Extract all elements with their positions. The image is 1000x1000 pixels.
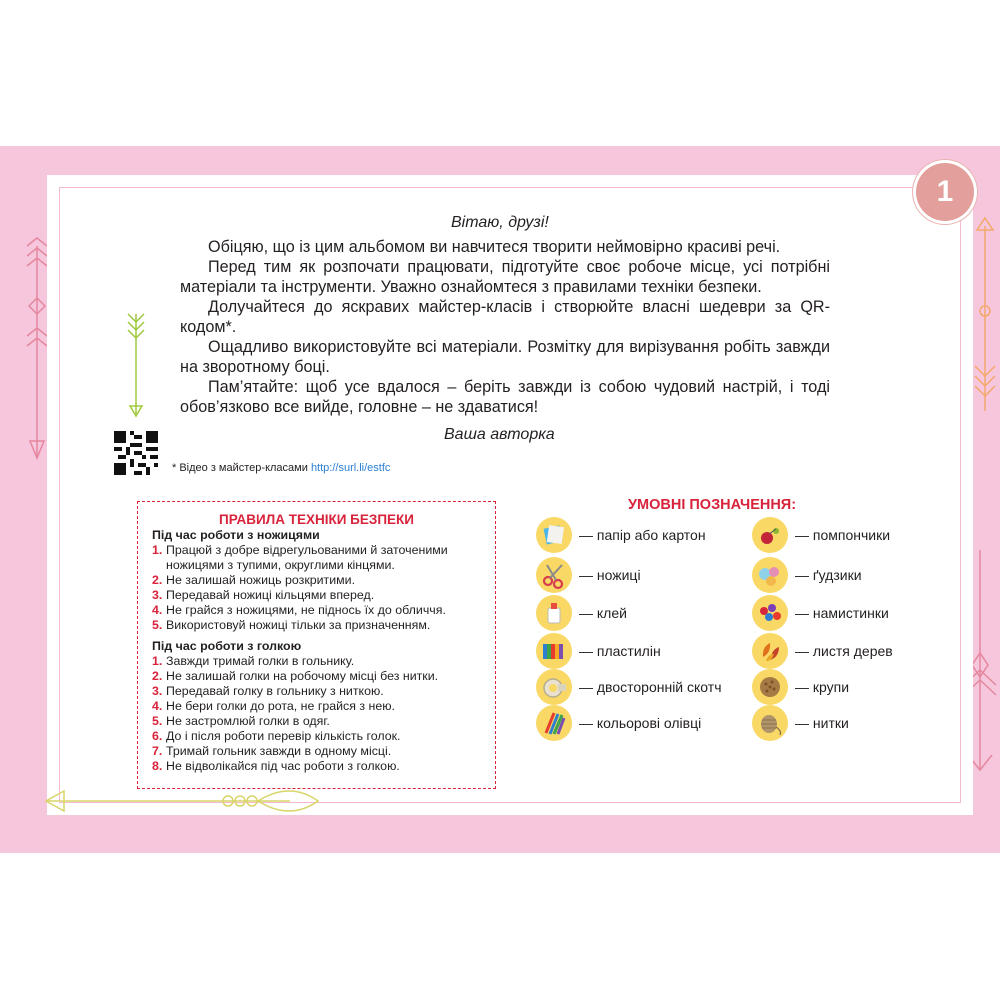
video-note-text: * Відео з майстер-класами xyxy=(172,462,308,474)
safety-rules-title: ПРАВИЛА ТЕХНІКИ БЕЗПЕКИ xyxy=(219,512,414,527)
right-arrow-decoration-top xyxy=(970,216,1000,416)
list-item: 4. Не грайся з ножицями, не піднось їх до обличчя. xyxy=(152,603,446,617)
legend-item: — пластилін xyxy=(536,633,661,669)
tape-icon xyxy=(536,669,572,705)
video-note xyxy=(172,462,390,474)
list-item: 4. Не бери голки до рота, не грайся з нею. xyxy=(152,699,395,713)
greeting: Вітаю, друзі! xyxy=(451,214,549,231)
list-item: 7. Тримай гольник завжди в одному місці. xyxy=(152,744,392,758)
list-item: 3. Передавай ножиці кільцями вперед. xyxy=(152,588,375,602)
pompom-icon xyxy=(752,517,788,553)
intro-text xyxy=(180,237,830,417)
legend-item: — ґудзики xyxy=(752,557,862,593)
legend-item: — кольорові олівці xyxy=(536,705,701,741)
beads-icon xyxy=(752,595,788,631)
needle-rules-list xyxy=(152,654,497,774)
bottom-arrow-decoration xyxy=(40,785,320,819)
video-link[interactable]: http://surl.li/estfc xyxy=(310,462,391,474)
signature: Ваша авторка xyxy=(444,426,555,443)
glue-icon xyxy=(536,595,572,631)
legend-item: — клей xyxy=(536,595,627,631)
intro-paragraph: Обіцяю, що із цим альбомом ви навчитеся творити неймовірно красиві речі. xyxy=(208,238,781,256)
legend-item: — двосторонній скотч xyxy=(536,669,722,705)
thread-icon xyxy=(752,705,788,741)
legend-item: — листя дерев xyxy=(752,633,893,669)
scissors-icon xyxy=(536,557,572,593)
list-item: 1. Працюй з добре відрегульованими й заточеними ножицями з тупими, округлими кінцями. xyxy=(152,543,448,572)
list-item: 2. Не залишай ножиць розкритими. xyxy=(152,573,356,587)
legend-item: — нитки xyxy=(752,705,849,741)
list-item: 8. Не відволікайся під час роботи з голкою. xyxy=(152,759,400,773)
buttons-icon xyxy=(752,557,788,593)
scissors-rules-list xyxy=(152,543,497,633)
safety-rules-box xyxy=(137,501,496,789)
intro-paragraph: Ощадливо використовуйте всі матеріали. Розмітку для вирізування робіть завжди на зворотному боці. xyxy=(180,338,830,376)
list-item: 6. До і після роботи перевір кількість голок. xyxy=(152,729,401,743)
list-item: 3. Передавай голку в гольнику з ниткою. xyxy=(152,684,384,698)
list-item: 1. Завжди тримай голки в гольнику. xyxy=(152,654,355,668)
list-item: 2. Не залишай голки на робочому місці без нитки. xyxy=(152,669,439,683)
intro-paragraph: Перед тим як розпочати працювати, підготуйте своє робоче місце, усі потрібні матеріали та інструменти. Уважно ознайомтеся з правилами техніки безпеки. xyxy=(180,258,830,296)
pencils-icon xyxy=(536,705,572,741)
legend-item: — намистинки xyxy=(752,595,889,631)
list-item: 5. Використовуй ножиці тільки за призначенням. xyxy=(152,618,431,632)
page-number-badge: 1 xyxy=(916,163,974,221)
plasticine-icon xyxy=(536,633,572,669)
legend-item: — помпончики xyxy=(752,517,890,553)
paper-icon xyxy=(536,517,572,553)
qr-code[interactable] xyxy=(114,431,158,475)
legend-title: УМОВНІ ПОЗНАЧЕННЯ: xyxy=(628,497,797,513)
scissors-rules-heading: Під час роботи з ножицями xyxy=(152,528,320,542)
legend-item: — крупи xyxy=(752,669,849,705)
needle-rules-heading: Під час роботи з голкою xyxy=(152,639,302,653)
green-arrow-decoration xyxy=(124,310,148,418)
intro-paragraph: Долучайтеся до яскравих майстер-класів і створюйте власні шедеври за QR-кодом*. xyxy=(180,298,830,336)
legend-item: — ножиці xyxy=(536,557,641,593)
groats-icon xyxy=(752,669,788,705)
leaves-icon xyxy=(752,633,788,669)
intro-paragraph: Пам’ятайте: щоб усе вдалося – беріть завжди із собою чудовий настрій, і тоді обов’язково все вийде, головне – не здаватися! xyxy=(180,378,830,416)
legend-item: — папір або картон xyxy=(536,517,706,553)
list-item: 5. Не застромлюй голки в одяг. xyxy=(152,714,330,728)
